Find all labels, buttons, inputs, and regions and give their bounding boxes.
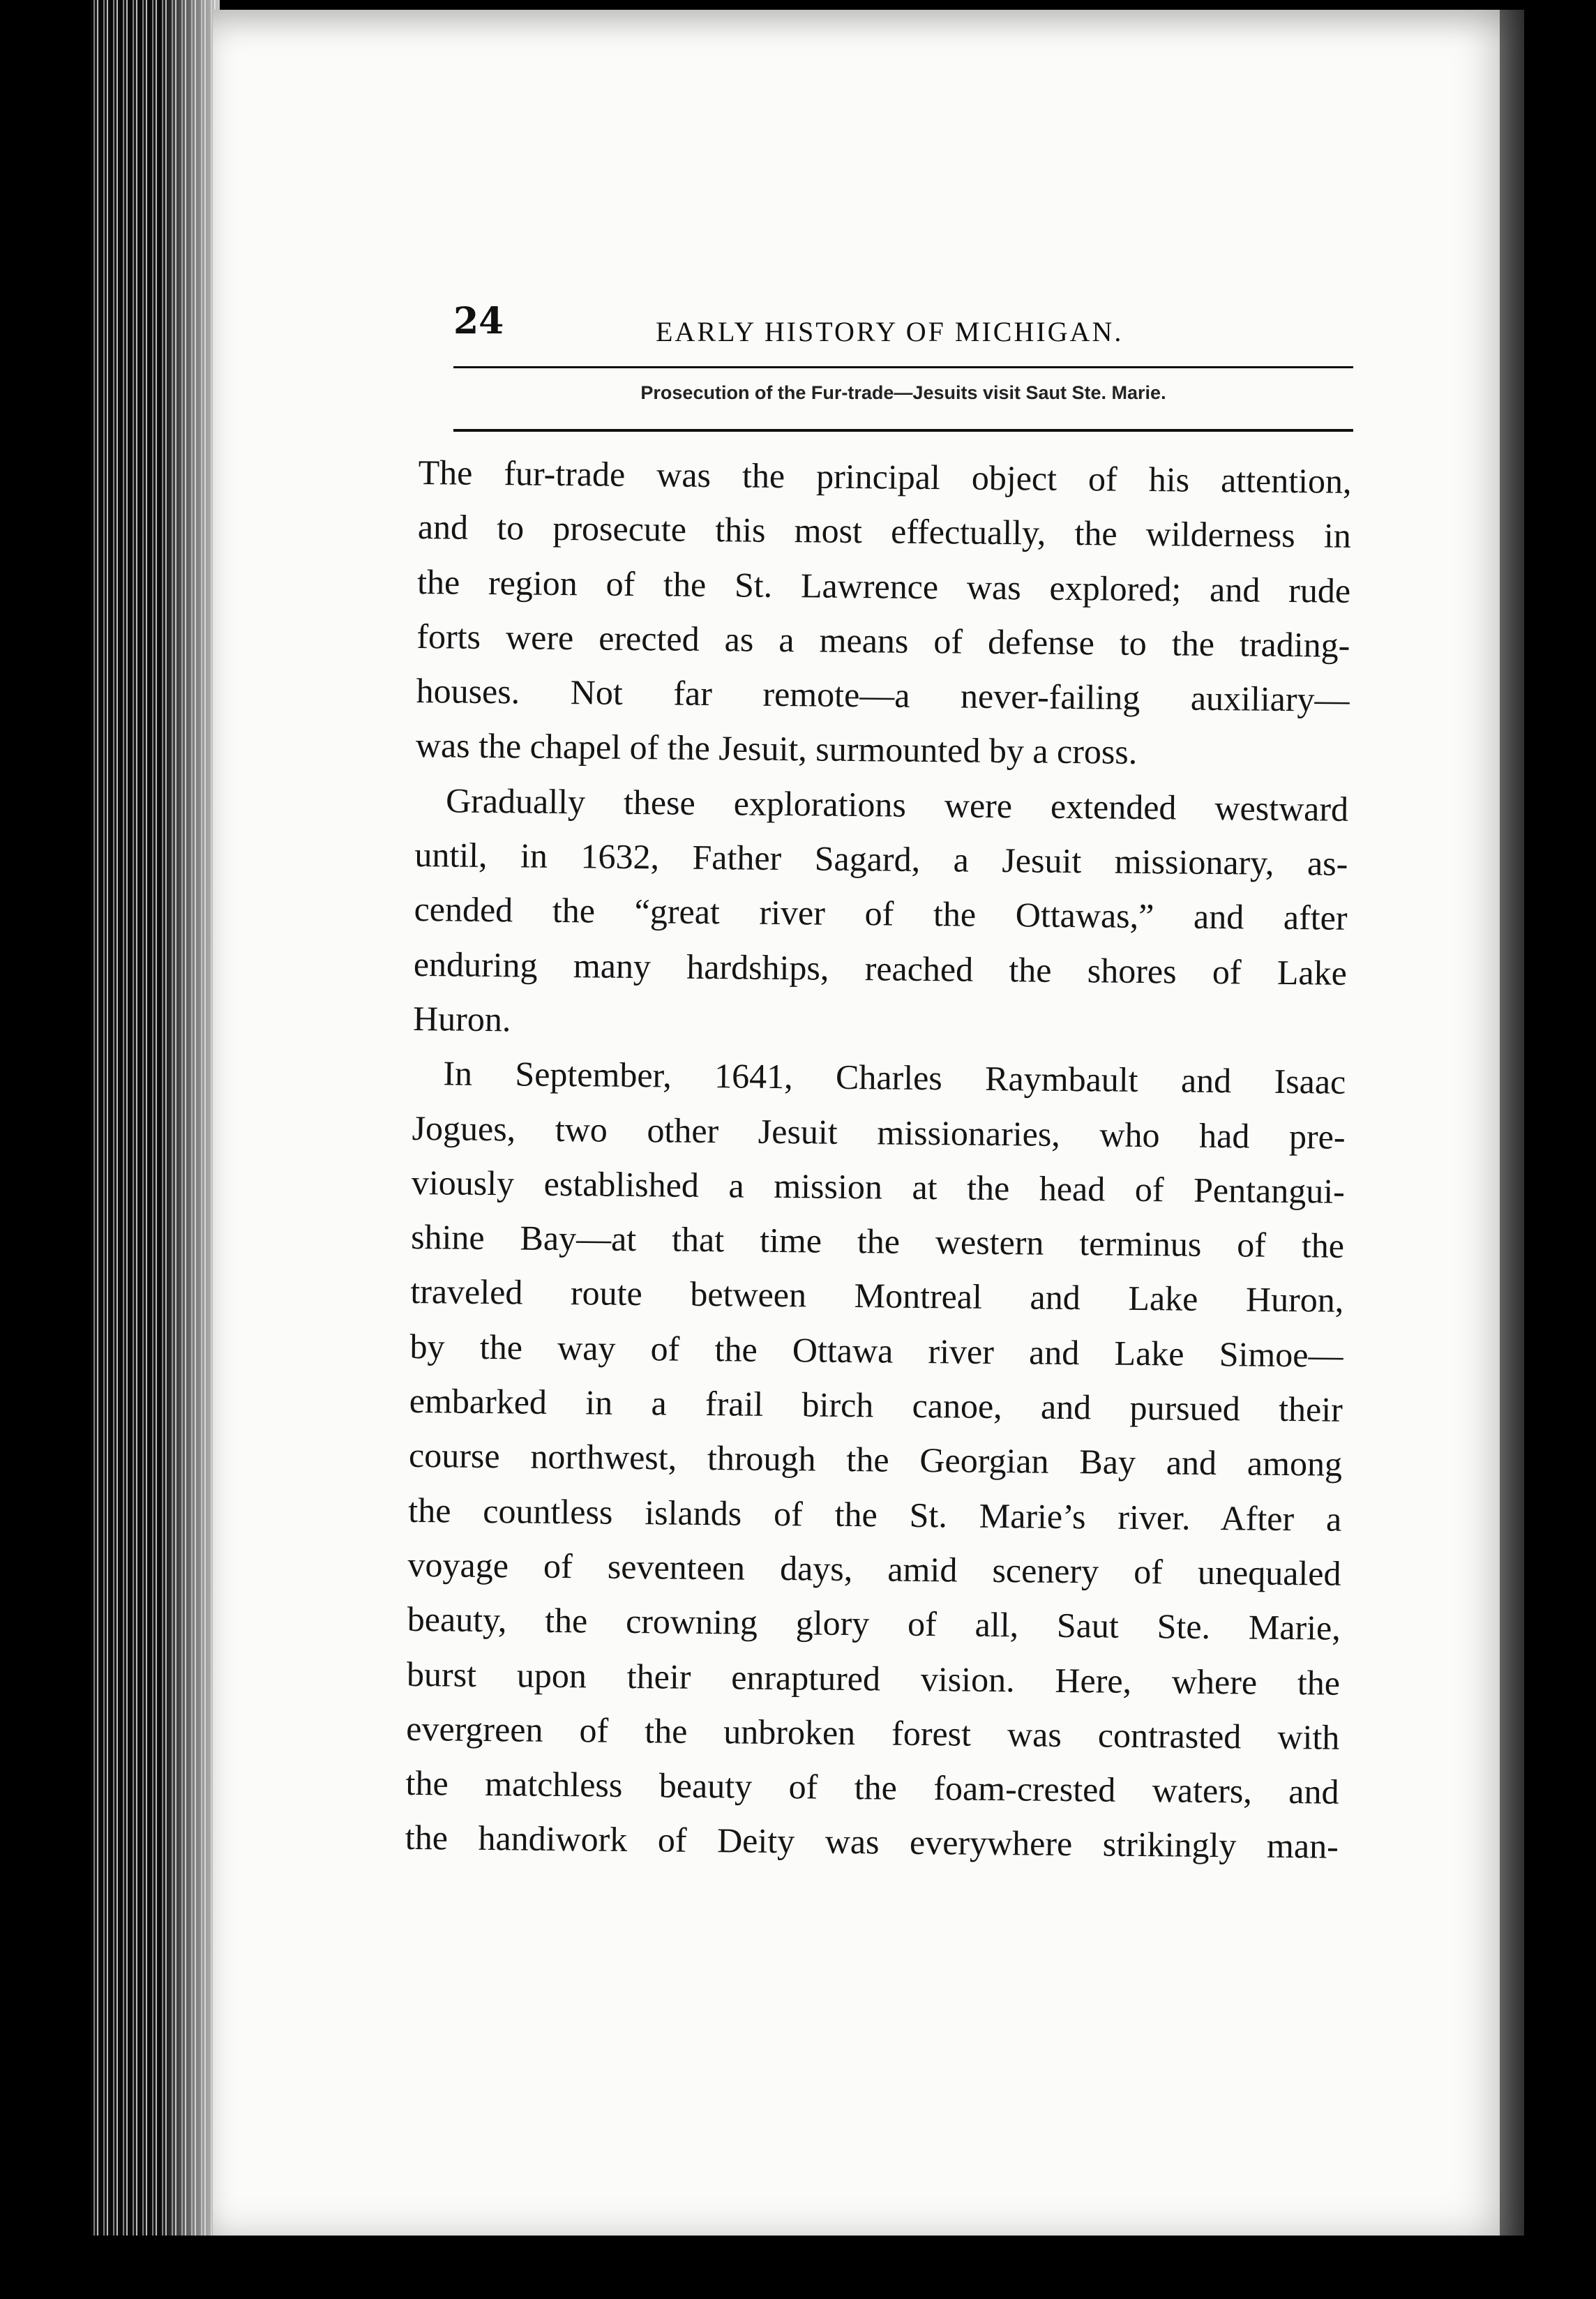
text-line: shine Bay—at that time the western terminus of the xyxy=(410,1217,1345,1265)
text-line: viously established a mission at the head of Pentangui- xyxy=(411,1162,1346,1211)
text-line: Gradually these explorations were extended westward xyxy=(445,781,1349,829)
header-rule-bottom xyxy=(453,429,1353,432)
text-line: the handiwork of Deity was everywhere strikingly man- xyxy=(405,1818,1339,1867)
binding-shadow-right xyxy=(1500,0,1596,2299)
text-line: traveled route between Montreal and Lake Huron, xyxy=(410,1272,1344,1320)
text-line: Jogues, two other Jesuit missionaries, who had pre- xyxy=(412,1108,1346,1156)
text-line: beauty, the crowning glory of all, Saut Ste. Marie, xyxy=(407,1599,1341,1648)
scan-border-bottom xyxy=(0,2236,1596,2299)
text-line: until, in 1632, Father Sagard, a Jesuit missionary, as- xyxy=(414,835,1348,883)
text-line: and to prosecute this most effectually, the wilderness in xyxy=(417,507,1352,556)
text-line: houses. Not far remote—a never-failing auxiliary— xyxy=(416,671,1350,720)
text-line: cended the “great river of the Ottawas,” and after xyxy=(414,889,1348,938)
text-line: the region of the St. Lawrence was explored; and rude xyxy=(416,561,1351,610)
page-number: 24 xyxy=(453,300,504,342)
text-line: Huron. xyxy=(412,998,511,1039)
text-line: was the chapel of the Jesuit, surmounted by a cross. xyxy=(415,725,1138,772)
text-line: voyage of seventeen days, amid scenery of unequaled xyxy=(407,1544,1341,1593)
text-line: the matchless beauty of the foam-crested waters, and xyxy=(405,1763,1339,1811)
section-subhead: Prosecution of the Fur-trade—Jesuits visit Saut Ste. Marie. xyxy=(640,382,1166,403)
text-line: forts were erected as a means of defense to the trading- xyxy=(416,616,1350,665)
running-head: EARLY HISTORY OF MICHIGAN. xyxy=(656,316,1124,347)
text-line: course northwest, through the Georgian Bay and among xyxy=(408,1435,1343,1484)
text-line: evergreen of the unbroken forest was contrasted with xyxy=(406,1708,1340,1757)
text-line: by the way of the Ottawa river and Lake Simoe— xyxy=(409,1326,1343,1375)
text-line: burst upon their enraptured vision. Here, where the xyxy=(406,1654,1341,1703)
header-rule-top xyxy=(453,366,1353,368)
text-line: the countless islands of the St. Marie’s river. After a xyxy=(408,1490,1342,1539)
text-line: The fur-trade was the principal object of his attention, xyxy=(418,452,1352,501)
text-line: In September, 1641, Charles Raymbault and Isaac xyxy=(443,1053,1346,1102)
text-line: enduring many hardships, reached the shores of Lake xyxy=(413,944,1348,993)
page-edges-shade xyxy=(160,0,220,2299)
text-line: embarked in a frail birch canoe, and pursued their xyxy=(409,1380,1343,1429)
body-text xyxy=(405,445,1351,1874)
